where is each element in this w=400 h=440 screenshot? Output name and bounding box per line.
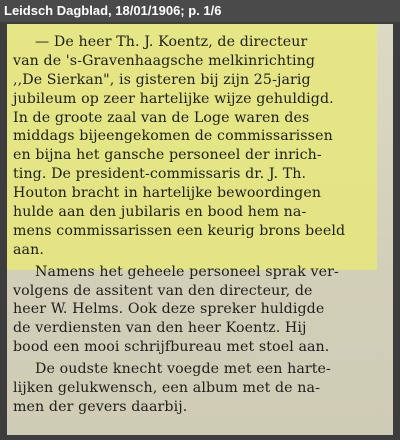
article-text <box>13 33 385 417</box>
text-line: De oudste knecht voegde met een harte- <box>35 361 331 378</box>
text-line: lijken gelukwensch, een album met de na- <box>13 380 320 397</box>
text-line: de verdiensten van den heer Koentz. Hij <box>13 320 307 337</box>
text-line: mens commissarissen een keurig brons beeld <box>13 222 346 239</box>
source-title: Leidsch Dagblad, 18/01/1906; p. 1/6 <box>4 3 222 18</box>
text-line: Namens het geheele personeel sprak ver- <box>35 263 339 280</box>
text-line: jubileum op zeer hartelijke wijze gehuldigd. <box>13 90 334 107</box>
page-header <box>0 0 400 22</box>
text-line: volgens de assitent van den directeur, de <box>13 282 313 299</box>
text-line: heer W. Helms. Ook deze spreker huldigde <box>13 301 325 318</box>
text-line: middags bijeengekomen de commissarissen <box>13 128 333 145</box>
text-line: Houton bracht in hartelijke bewoordingen <box>13 185 322 202</box>
text-line: bood een mooi schrijfbureau met stoel aan. <box>13 339 330 356</box>
text-line: ting. De president-commissaris dr. J. Th. <box>13 166 307 183</box>
text-line: — De heer Th. J. Koentz, de directeur <box>35 34 308 50</box>
paragraph-1 <box>13 33 385 260</box>
paragraph-3 <box>13 360 385 417</box>
text-line: In de groote zaal van de Loge waren des <box>13 109 310 126</box>
text-line: aan. <box>13 241 44 258</box>
text-line: van de 's-Gravenhaagsche melkinrichting <box>13 52 316 69</box>
text-line: ,,De Sierkan", is gisteren bij zijn 25-jarig <box>13 71 311 88</box>
text-line: hulde aan den jubilaris en bood hem na- <box>13 204 307 221</box>
newspaper-clipping <box>7 24 393 435</box>
paragraph-2 <box>13 263 385 357</box>
text-line: men der gevers daarbij. <box>13 398 188 415</box>
text-line: en bijna het gansche personeel der inrich- <box>13 147 322 164</box>
